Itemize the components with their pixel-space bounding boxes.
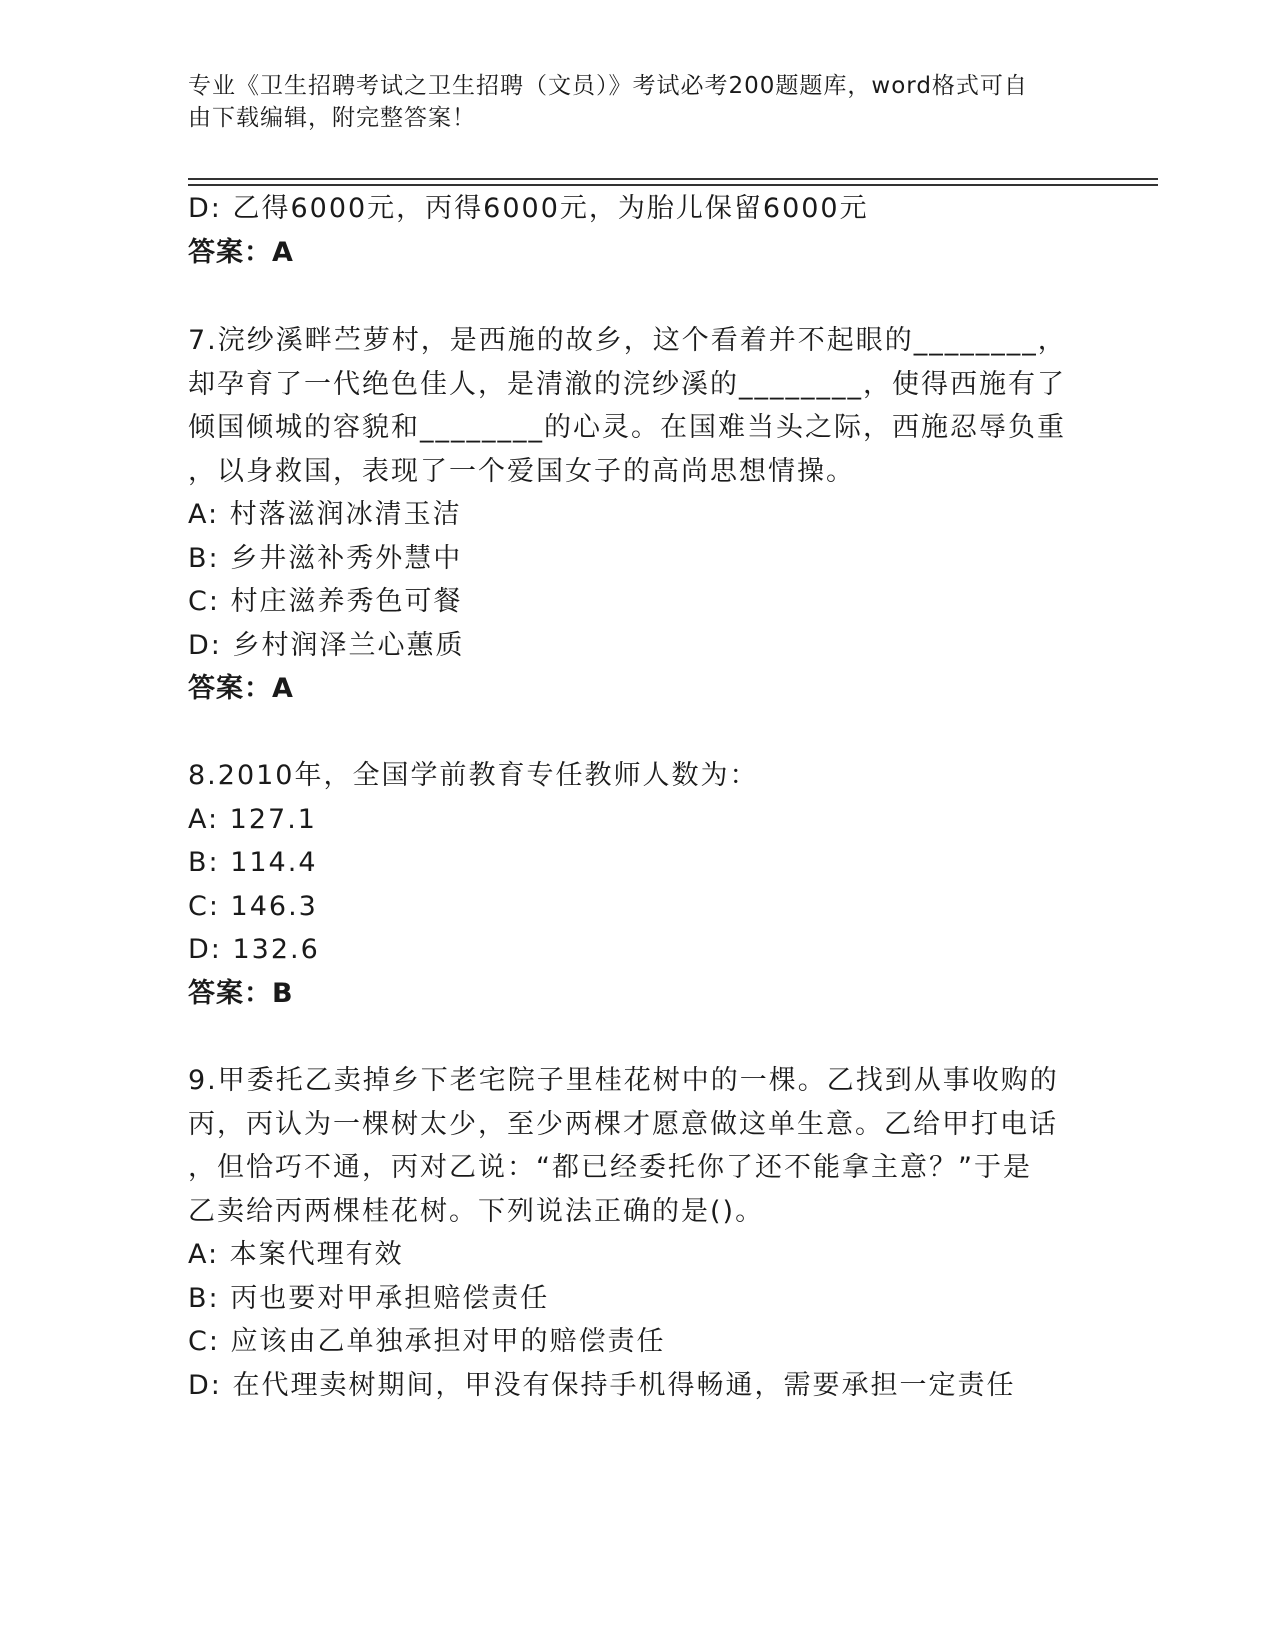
q9-stem-line-4: 乙卖给丙两棵桂花树。下列说法正确的是()。 bbox=[188, 1196, 765, 1227]
q6-answer: 答案：A bbox=[188, 237, 294, 268]
q7-option-d: D: 乡村润泽兰心蕙质 bbox=[188, 630, 465, 661]
q9-stem-line-2: 丙，丙认为一棵树太少，至少两棵才愿意做这单生意。乙给甲打电话 bbox=[188, 1109, 1058, 1140]
q9-option-a: A: 本案代理有效 bbox=[188, 1239, 404, 1270]
q8-stem: 8.2010年，全国学前教育专任教师人数为： bbox=[188, 760, 759, 791]
header-divider-bottom bbox=[188, 184, 1158, 186]
q6-option-d: D: 乙得6000元，丙得6000元，为胎儿保留6000元 bbox=[188, 193, 869, 224]
q9-option-b: B: 丙也要对甲承担赔偿责任 bbox=[188, 1283, 550, 1314]
q8-option-a: A: 127.1 bbox=[188, 804, 317, 835]
q8-option-b: B: 114.4 bbox=[188, 847, 318, 878]
q9-stem-line-3: ，但恰巧不通，丙对乙说：“都已经委托你了还不能拿主意？”于是 bbox=[188, 1152, 1032, 1183]
q7-stem-line-3: 倾国倾城的容貌和________的心灵。在国难当头之际，西施忍辱负重 bbox=[188, 412, 1066, 443]
header-divider-top bbox=[188, 178, 1158, 180]
q9-option-c: C: 应该由乙单独承担对甲的赔偿责任 bbox=[188, 1326, 666, 1357]
q9-option-d: D: 在代理卖树期间，甲没有保持手机得畅通，需要承担一定责任 bbox=[188, 1370, 1016, 1401]
q7-option-a: A: 村落滋润冰清玉洁 bbox=[188, 499, 462, 530]
q7-option-b: B: 乡井滋补秀外慧中 bbox=[188, 543, 463, 574]
header-line-2: 由下载编辑，附完整答案！ bbox=[188, 105, 476, 131]
header-line-1: 专业《卫生招聘考试之卫生招聘（文员）》考试必考200题题库，word格式可自 bbox=[188, 73, 1028, 99]
q7-stem-line-4: ，以身救国，表现了一个爱国女子的高尚思想情操。 bbox=[188, 456, 855, 487]
q8-option-c: C: 146.3 bbox=[188, 891, 318, 922]
q8-option-d: D: 132.6 bbox=[188, 934, 320, 965]
q7-stem-line-1: 7.浣纱溪畔苎萝村，是西施的故乡，这个看着并不起眼的________， bbox=[188, 325, 1067, 356]
q8-answer: 答案：B bbox=[188, 978, 294, 1009]
q7-stem-line-2: 却孕育了一代绝色佳人，是清澈的浣纱溪的________，使得西施有了 bbox=[188, 369, 1066, 400]
q9-stem-line-1: 9.甲委托乙卖掉乡下老宅院子里桂花树中的一棵。乙找到从事收购的 bbox=[188, 1065, 1059, 1096]
q7-option-c: C: 村庄滋养秀色可餐 bbox=[188, 586, 463, 617]
q7-answer: 答案：A bbox=[188, 673, 294, 704]
document-header bbox=[188, 70, 1068, 134]
